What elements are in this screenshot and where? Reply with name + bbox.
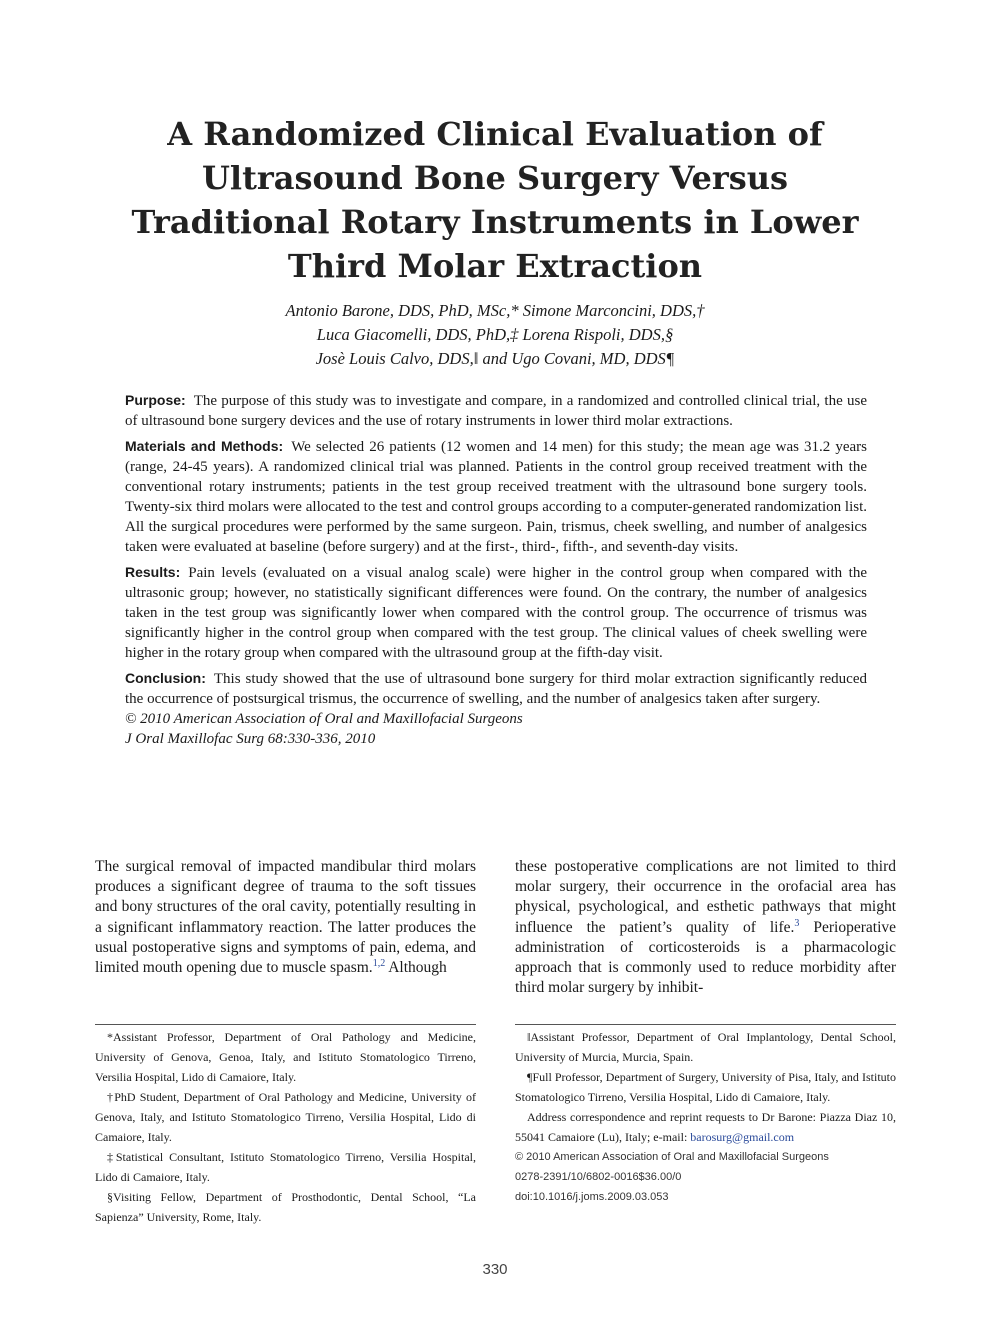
footnote: †PhD Student, Department of Oral Pathology and Medicine, University of Genova, Italy, and Istituto Stomatologico Tirreno, Versilia Hospital, Lido di Camaiore, Italy. bbox=[95, 1090, 476, 1144]
abstract-citation: J Oral Maxillofac Surg 68:330-336, 2010 bbox=[125, 731, 376, 747]
results-text: Pain levels (evaluated on a visual analog scale) were higher in the control group when compared with the ultrasonic group; however, no statistically significant differences were found. On the contrary, the number of analgesics taken in the test group was significantly lower when compared with the control group. The occurrence of trismus was significantly higher in the control group when compared with the test group. The clinical values of cheek swelling were higher in the rotary group when compared with the ultrasound group at the fifth-day visit. bbox=[125, 565, 867, 661]
abstract-copyright: © 2010 American Association of Oral and Maxillofacial Surgeons bbox=[125, 711, 523, 727]
body-text: The surgical removal of impacted mandibular third molars produces a significant degree of trauma to the soft tissues and bony structures of the oral cavity, potentially resulting in a significant inflammatory reaction. The latter produces the usual postoperative signs and symptoms of pain, edema, and limited mouth opening due to muscle spasm. bbox=[95, 858, 476, 977]
author-list bbox=[95, 299, 895, 371]
abstract-purpose bbox=[125, 390, 867, 431]
conclusion-text: This study showed that the use of ultrasound bone surgery for third molar extraction significantly reduced the occurrence of postsurgical trismus, the occurrence of swelling, and the number of analgesics taken after surgery. bbox=[125, 671, 867, 707]
abstract-conclusion bbox=[125, 668, 867, 709]
methods-text: We selected 26 patients (12 women and 14 men) for this study; the mean age was 31.2 years (range, 24-45 years). A randomized clinical trial was planned. Patients in the control group received treatment with the conventional rotary instruments; patients in the test group received treatment with the ultrasound bone surgery tools. Twenty-six third molars were allocated to the test and control groups according to a computer-generated randomization list. All the surgical procedures were performed by the same surgeon. Pain, trismus, cheek swelling, and number of analgesics taken were evaluated at baseline (before surgery) and at the first-, third-, fifth-, and seventh-day visits. bbox=[125, 439, 867, 555]
methods-label: Materials and Methods: bbox=[125, 438, 284, 454]
conclusion-label: Conclusion: bbox=[125, 670, 206, 686]
footnotes-right bbox=[515, 1027, 896, 1207]
footnote: *Assistant Professor, Department of Oral Pathology and Medicine, University of Genova, Genoa, Italy, and Istituto Stomatologico Tirreno, Versilia Hospital, Lido di Camaiore, Italy. bbox=[95, 1030, 476, 1084]
issn: 0278-2391/10/6802-0016$36.00/0 bbox=[515, 1171, 682, 1183]
footnote: ‡Statistical Consultant, Istituto Stomatologico Tirreno, Versilia Hospital, Lido di Camaiore, Italy. bbox=[95, 1150, 476, 1184]
footnote-copyright: © 2010 American Association of Oral and Maxillofacial Surgeons bbox=[515, 1151, 829, 1163]
correspondence-text: Address correspondence and reprint requests to Dr Barone: Piazza Diaz 10, 55041 Camaiore (Lu), Italy; e-mail: bbox=[515, 1110, 896, 1144]
author-line: Luca Giacomelli, DDS, PhD,‡ Lorena Rispoli, DDS,§ bbox=[316, 325, 674, 344]
page-number: 330 bbox=[482, 1261, 508, 1278]
abstract bbox=[125, 390, 867, 749]
reference-link[interactable]: 3 bbox=[794, 917, 800, 929]
body-text: Perioperative administration of corticosteroids is a pharmacologic approach that is commonly used to reduce morbidity after third molar surgery by inhibit- bbox=[515, 918, 897, 997]
title-line: A Randomized Clinical Evaluation of bbox=[167, 115, 823, 153]
footnotes-left bbox=[95, 1027, 476, 1227]
purpose-text: The purpose of this study was to investigate and compare, in a randomized and controlled clinical trial, the use of ultrasound bone surgery devices and the use of rotary instruments in lower third molar extractions. bbox=[125, 393, 867, 429]
footnote: ¶Full Professor, Department of Surgery, University of Pisa, Italy, and Istituto Stomatologico Tirreno, Versilia Hospital, Lido di Camaiore, Italy. bbox=[515, 1070, 896, 1104]
author-line: Antonio Barone, DDS, PhD, MSc,* Simone Marconcini, DDS,† bbox=[285, 301, 705, 320]
title-line: Third Molar Extraction bbox=[287, 247, 703, 285]
body-column-right bbox=[515, 857, 896, 998]
correspondence-note bbox=[515, 1107, 896, 1147]
purpose-label: Purpose: bbox=[125, 392, 186, 408]
author-line: Josè Louis Calvo, DDS,‖ and Ugo Covani, MD, DDS¶ bbox=[315, 349, 675, 368]
footnote-divider bbox=[95, 1024, 476, 1025]
footnote-divider bbox=[515, 1024, 896, 1025]
results-label: Results: bbox=[125, 564, 181, 580]
article-title bbox=[95, 112, 895, 288]
footnote: §Visiting Fellow, Department of Prosthodontic, Dental School, “La Sapienza” University, Rome, Italy. bbox=[95, 1190, 476, 1224]
title-line: Ultrasound Bone Surgery Versus bbox=[202, 159, 788, 197]
doi: doi:10.1016/j.joms.2009.03.053 bbox=[515, 1191, 669, 1203]
title-line: Traditional Rotary Instruments in Lower bbox=[131, 203, 859, 241]
body-text: Although bbox=[388, 959, 447, 977]
abstract-results bbox=[125, 562, 867, 663]
body-column-left bbox=[95, 857, 476, 978]
footnote: ‖Assistant Professor, Department of Oral Implantology, Dental School, University of Murcia, Murcia, Spain. bbox=[515, 1030, 896, 1064]
body-text: these postoperative complications are not limited to third molar surgery, their occurrence in the orofacial area has physical, psychological, and esthetic pathways that might influence the patient’s quality of life. bbox=[515, 858, 896, 936]
abstract-methods bbox=[125, 436, 867, 557]
email-link[interactable]: barosurg@gmail.com bbox=[690, 1130, 795, 1144]
reference-link[interactable]: 1,2 bbox=[372, 957, 386, 969]
